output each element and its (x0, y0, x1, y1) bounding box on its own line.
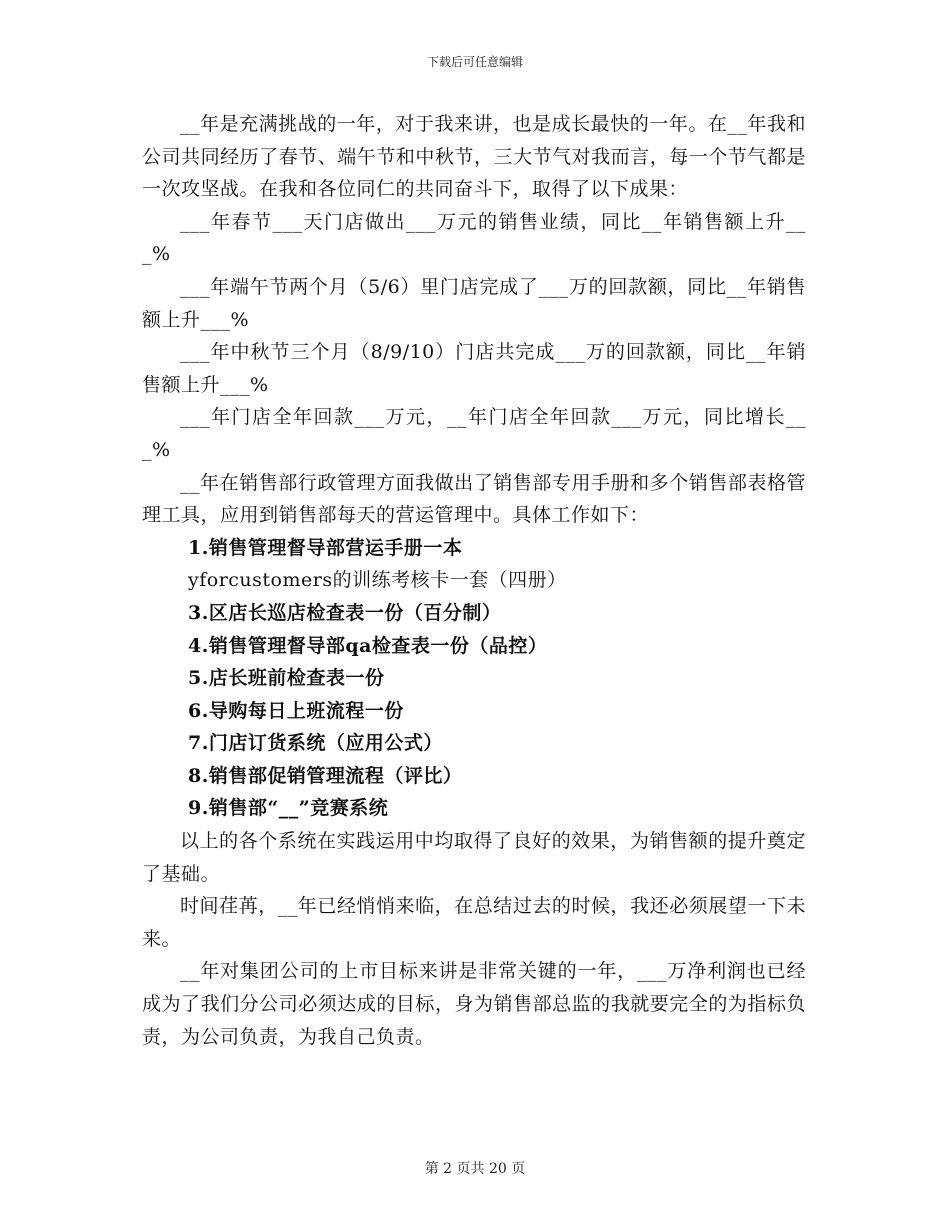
result-dragon-boat: ___年端午节两个月（5/6）里门店完成了___万的回款额，同比__年销售额上升___% (142, 275, 806, 331)
closing-paragraph: 时间荏苒，__年已经悄悄来临，在总结过去的时候，我还必须展望一下未来。 (142, 895, 806, 950)
list-item: 9.销售部“__”竞赛系统 (188, 797, 389, 820)
admin-intro-paragraph: __年在销售部行政管理方面我做出了销售部专用手册和多个销售部表格管理工具，应用到销售部每天的营运管理中。具体工作如下： (142, 471, 806, 527)
closing-paragraph: 以上的各个系统在实践运用中均取得了良好的效果，为销售额的提升奠定了基础。 (142, 830, 806, 885)
list-item: yforcustomers的训练考核卡一套（四册） (188, 569, 567, 592)
result-spring-festival: ___年春节___天门店做出___万元的销售业绩，同比__年销售额上升___% (142, 210, 806, 266)
document-body (142, 108, 806, 1053)
list-item: 3.区店长巡店检查表一份（百分制） (188, 601, 502, 624)
list-item: 6.导购每日上班流程一份 (188, 699, 404, 722)
list-item: 8.销售部促销管理流程（评比） (188, 764, 463, 787)
intro-paragraph: __年是充满挑战的一年，对于我来讲，也是成长最快的一年。在__年我和公司共同经历了春节、端午节和中秋节，三大节气对我而言，每一个节气都是一次攻坚战。在我和各位同仁的共同奋斗下，取得了以下成果： (142, 113, 806, 201)
closing-paragraph: __年对集团公司的上市目标来讲是非常关键的一年，___万净利润也已经成为了我们分公司必须达成的目标，身为销售部总监的我就要完全的为指标负责，为公司负责，为我自己负责。 (142, 960, 806, 1048)
list-item: 4.销售管理督导部qa检查表一份（品控） (188, 634, 548, 657)
result-mid-autumn: ___年中秋节三个月（8/9/10）门店共完成___万的回款额，同比__年销售额上升___% (142, 341, 806, 396)
page-header: 下载后可任意编辑 (426, 55, 523, 69)
page-number: 第 2 页共 20 页 (424, 1161, 526, 1177)
list-item: 1.销售管理督导部营运手册一本 (188, 536, 463, 559)
list-item: 7.门店订货系统（应用公式） (188, 732, 443, 755)
result-annual: ___年门店全年回款___万元，__年门店全年回款___万元，同比增长___% (142, 406, 806, 461)
list-item: 5.店长班前检查表一份 (188, 667, 385, 690)
